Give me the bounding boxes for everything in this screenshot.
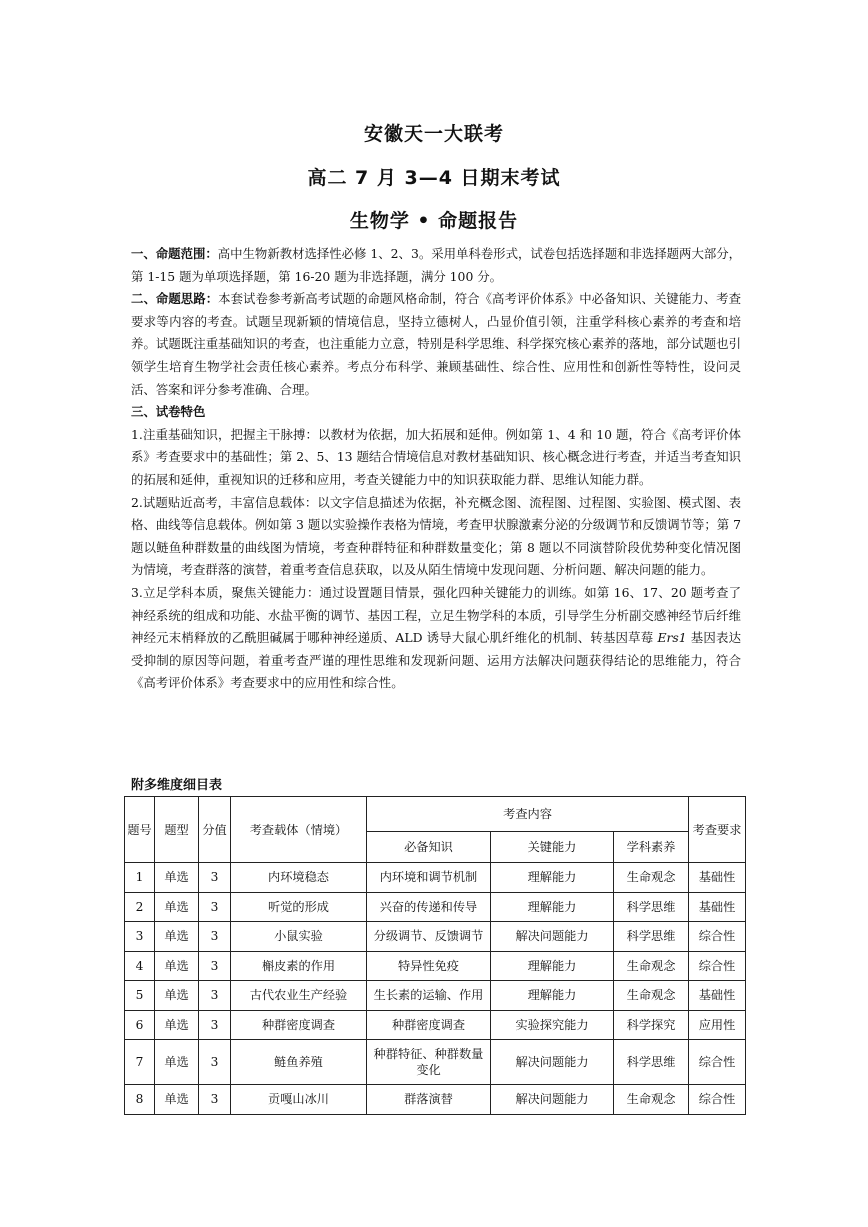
- detail-table: [124, 796, 746, 1115]
- feature-3: [131, 582, 741, 695]
- cell-ability: 实验探究能力: [491, 1010, 614, 1040]
- cell-ability: 理解能力: [491, 951, 614, 981]
- cell-carrier: 种群密度调查: [231, 1010, 367, 1040]
- cell-carrier: 内环境稳态: [231, 863, 367, 893]
- header-literacy: 学科素养: [614, 832, 689, 863]
- scope-text: 高中生物新教材选择性必修 1、2、3。采用单科卷形式，试卷包括选择题和非选择题两大部分，第 1-15 题为单项选择题，第 16-20 题为非选择题，满分 100 分。: [131, 246, 742, 284]
- header-knowledge: 必备知识: [367, 832, 491, 863]
- cell-literacy: 生命观念: [614, 863, 689, 893]
- cell-ability: 理解能力: [491, 981, 614, 1011]
- cell-score: 3: [199, 863, 231, 893]
- cell-number: 2: [125, 892, 155, 922]
- cell-carrier: 听觉的形成: [231, 892, 367, 922]
- cell-score: 3: [199, 922, 231, 952]
- cell-requirement: 基础性: [689, 892, 746, 922]
- cell-ability: 解决问题能力: [491, 922, 614, 952]
- cell-carrier: 古代农业生产经验: [231, 981, 367, 1011]
- cell-literacy: 科学探究: [614, 1010, 689, 1040]
- cell-number: 3: [125, 922, 155, 952]
- table-row: [125, 981, 746, 1011]
- cell-knowledge: 种群特征、种群数量变化: [367, 1040, 491, 1085]
- header-carrier: 考查载体（情境）: [231, 797, 367, 863]
- header-content: 考查内容: [367, 797, 689, 832]
- header-score: 分值: [199, 797, 231, 863]
- cell-carrier: 槲皮素的作用: [231, 951, 367, 981]
- cell-literacy: 科学思维: [614, 922, 689, 952]
- cell-knowledge: 分级调节、反馈调节: [367, 922, 491, 952]
- idea-label: 二、命题思路：: [131, 291, 219, 307]
- cell-number: 8: [125, 1085, 155, 1115]
- cell-carrier: 贡嘎山冰川: [231, 1085, 367, 1115]
- cell-literacy: 科学思维: [614, 1040, 689, 1085]
- scope-label: 一、命题范围：: [131, 246, 218, 261]
- cell-requirement: 应用性: [689, 1010, 746, 1040]
- cell-requirement: 基础性: [689, 863, 746, 893]
- cell-number: 1: [125, 863, 155, 893]
- cell-score: 3: [199, 1085, 231, 1115]
- cell-knowledge: 内环境和调节机制: [367, 863, 491, 893]
- cell-literacy: 科学思维: [614, 892, 689, 922]
- cell-type: 单选: [155, 863, 199, 893]
- feature-1: 1.注重基础知识，把握主干脉搏：以教材为依据，加大拓展和延伸。例如第 1、4 和 10 题，符合《高考评价体系》考查要求中的基础性；第 2、5、13 题结合情境信息对教材基础知识、核心概念进行考查，并适当考查知识的拓展和延伸，重视知识的迁移和应用，考查关键能力中的知识获取能力群、思维认知能力群。: [131, 426, 741, 487]
- cell-knowledge: 兴奋的传递和传导: [367, 892, 491, 922]
- cell-number: 7: [125, 1040, 155, 1085]
- cell-type: 单选: [155, 1010, 199, 1040]
- header-type: 题型: [155, 797, 199, 863]
- table-row: [125, 863, 746, 893]
- cell-type: 单选: [155, 951, 199, 981]
- cell-requirement: 综合性: [689, 922, 746, 952]
- cell-score: 3: [199, 981, 231, 1011]
- table-caption: 附多维度细目表: [131, 778, 223, 793]
- cell-requirement: 综合性: [689, 1085, 746, 1115]
- table-row: [125, 892, 746, 922]
- cell-number: 6: [125, 1010, 155, 1040]
- scope-paragraph: [131, 243, 741, 288]
- cell-type: 单选: [155, 1040, 199, 1085]
- cell-requirement: 综合性: [689, 1040, 746, 1085]
- features-heading: 三、试卷特色: [131, 404, 206, 420]
- cell-carrier: 小鼠实验: [231, 922, 367, 952]
- cell-ability: 理解能力: [491, 892, 614, 922]
- cell-literacy: 生命观念: [614, 981, 689, 1011]
- table-row: [125, 922, 746, 952]
- cell-score: 3: [199, 892, 231, 922]
- cell-knowledge: 特异性免疫: [367, 951, 491, 981]
- cell-ability: 解决问题能力: [491, 1085, 614, 1115]
- exam-title: 安徽天一大联考: [363, 123, 504, 145]
- cell-knowledge: 群落演替: [367, 1085, 491, 1115]
- report-title: 生物学 • 命题报告: [349, 210, 519, 232]
- cell-requirement: 基础性: [689, 981, 746, 1011]
- feature-3-part-a: 3.立足学科本质，聚焦关键能力：通过设置题目情景，强化四种关键能力的训练。如第 16、17、20 题考查了神经系统的组成和功能、水盐平衡的调节、基因工程，立足生物学科的本质，引导学生分析副交感神经节后纤维神经元末梢释放的乙酰胆碱属于哪种神经递质、ALD 诱导大鼠心肌纤维化的机制、转基因草莓: [131, 584, 741, 646]
- cell-literacy: 生命观念: [614, 951, 689, 981]
- table-row: [125, 1010, 746, 1040]
- gene-name: Ers1: [657, 630, 687, 646]
- report-body: [131, 243, 741, 695]
- cell-type: 单选: [155, 922, 199, 952]
- cell-carrier: 鲢鱼养殖: [231, 1040, 367, 1085]
- table-row: [125, 951, 746, 981]
- idea-paragraph: [131, 288, 741, 401]
- header-requirement: 考查要求: [689, 797, 746, 863]
- table-row: [125, 1085, 746, 1115]
- table-row: [125, 1040, 746, 1085]
- exam-subtitle: 高二 7 月 3—4 日期末考试: [307, 167, 561, 189]
- feature-2: 2.试题贴近高考，丰富信息载体：以文字信息描述为依据，补充概念图、流程图、过程图、实验图、模式图、表格、曲线等信息载体。例如第 3 题以实验操作表格为情境，考查甲状腺激素分泌的分级调节和反馈调节等；第 7 题以鲢鱼种群数量的曲线图为情境，考查种群特征和种群数量变化；第 8 题以不同演替阶段优势种变化情况图为情境，考查群落的演替，着重考查信息获取，以及从陌生情境中发现问题、分析问题、解决问题的能力。: [131, 494, 741, 578]
- header-number: 题号: [125, 797, 155, 863]
- cell-literacy: 生命观念: [614, 1085, 689, 1115]
- cell-score: 3: [199, 1010, 231, 1040]
- cell-ability: 解决问题能力: [491, 1040, 614, 1085]
- cell-type: 单选: [155, 1085, 199, 1115]
- feature-3-part-b: 基因表达受抑制的原因等问题，着重考查严谨的理性思维和发现新问题、运用方法解决问题获得结论的思维能力，符合《高考评价体系》考查要求中的应用性和综合性。: [131, 630, 741, 691]
- cell-score: 3: [199, 951, 231, 981]
- cell-score: 3: [199, 1040, 231, 1085]
- cell-ability: 理解能力: [491, 863, 614, 893]
- cell-number: 4: [125, 951, 155, 981]
- cell-knowledge: 生长素的运输、作用: [367, 981, 491, 1011]
- cell-type: 单选: [155, 892, 199, 922]
- header-ability: 关键能力: [491, 832, 614, 863]
- cell-requirement: 综合性: [689, 951, 746, 981]
- idea-text: 本套试卷参考新高考试题的命题风格命制，符合《高考评价体系》中必备知识、关键能力、考查要求等内容的考查。试题呈现新颖的情境信息，坚持立德树人，凸显价值引领，注重学科核心素养的考查和培养。试题既注重基础知识的考查，也注重能力立意，特别是科学思维、科学探究核心素养的落地，部分试题也引领学生培育生物学社会责任核心素养。考点分布科学、兼顾基础性、综合性、应用性和创新性等特性，设问灵活、答案和评分参考准确、合理。: [131, 291, 742, 397]
- cell-type: 单选: [155, 981, 199, 1011]
- cell-knowledge: 种群密度调查: [367, 1010, 491, 1040]
- cell-number: 5: [125, 981, 155, 1011]
